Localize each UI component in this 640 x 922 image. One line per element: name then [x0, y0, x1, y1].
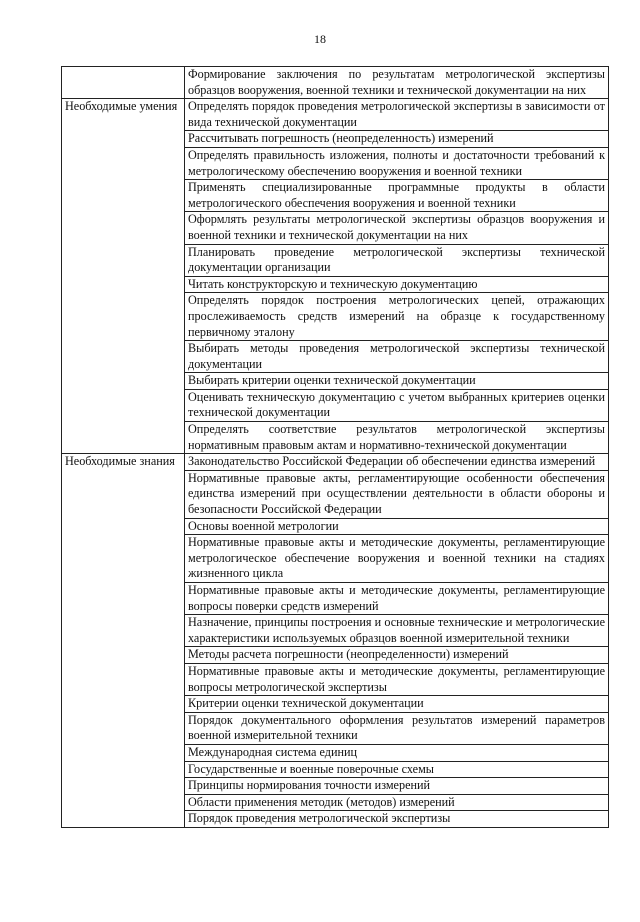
skills-label: Необходимые умения	[62, 99, 185, 454]
table-row	[62, 99, 609, 131]
requirement-cell: Выбирать критерии оценки технической документации	[185, 373, 609, 390]
requirement-cell: Государственные и военные поверочные схемы	[185, 761, 609, 778]
table-row	[62, 67, 609, 99]
requirement-cell: Назначение, принципы построения и основные технические и метрологические характеристики используемых образцов военной измерительной техники	[185, 615, 609, 647]
requirement-cell: Нормативные правовые акты, регламентирующие особенности обеспечения единства измерений при осуществлении деятельности в области обороны и безопасности Российской Федерации	[185, 470, 609, 518]
requirement-cell: Методы расчета погрешности (неопределенности) измерений	[185, 647, 609, 664]
requirement-cell: Определять правильность изложения, полноты и достаточности требований к метрологическому обеспечению вооружения и военной техники	[185, 147, 609, 179]
requirement-cell: Оформлять результаты метрологической экспертизы образцов вооружения и военной техники и технической документации на них	[185, 212, 609, 244]
requirement-cell: Международная система единиц	[185, 744, 609, 761]
requirement-cell: Определять порядок построения метрологических цепей, отражающих прослеживаемость средств измерений на образце к государственному первичному эталону	[185, 293, 609, 341]
requirement-cell: Формирование заключения по результатам метрологической экспертизы образцов вооружения, военной техники и технической документации на них	[185, 67, 609, 99]
requirement-cell: Порядок проведения метрологической экспертизы	[185, 811, 609, 828]
requirement-cell: Нормативные правовые акты и методические документы, регламентирующие вопросы метрологической экспертизы	[185, 663, 609, 695]
requirement-cell: Определять порядок проведения метрологической экспертизы в зависимости от вида технической документации	[185, 99, 609, 131]
requirement-cell: Планировать проведение метрологической экспертизы технической документации организации	[185, 244, 609, 276]
requirement-cell: Критерии оценки технической документации	[185, 696, 609, 713]
requirement-cell: Области применения методик (методов) измерений	[185, 794, 609, 811]
requirement-cell: Законодательство Российской Федерации об обеспечении единства измерений	[185, 454, 609, 471]
requirement-cell: Выбирать методы проведения метрологической экспертизы технической документации	[185, 341, 609, 373]
requirement-cell: Читать конструкторскую и техническую документацию	[185, 276, 609, 293]
requirement-cell: Нормативные правовые акты и методические документы, регламентирующие вопросы поверки средств измерений	[185, 583, 609, 615]
knowledge-label: Необходимые знания	[62, 454, 185, 828]
requirement-cell: Порядок документального оформления результатов измерений параметров военной измерительной техники	[185, 712, 609, 744]
page-number: 18	[314, 32, 326, 46]
requirement-cell: Рассчитывать погрешность (неопределенность) измерений	[185, 131, 609, 148]
table-row	[62, 454, 609, 471]
requirement-cell: Нормативные правовые акты и методические документы, регламентирующие метрологическое обеспечение вооружения и военной техники на стадиях жизненного цикла	[185, 535, 609, 583]
requirement-cell: Определять соответствие результатов метрологической экспертизы нормативным правовым актам и нормативно-технической документации	[185, 422, 609, 454]
requirement-cell: Оценивать техническую документацию с учетом выбранных критериев оценки технической документации	[185, 389, 609, 421]
requirement-cell: Принципы нормирования точности измерений	[185, 778, 609, 795]
requirement-cell: Основы военной метрологии	[185, 518, 609, 535]
empty-label-cell	[62, 67, 185, 99]
competency-table	[61, 66, 609, 828]
requirement-cell: Применять специализированные программные продукты в области метрологического обеспечения вооружения и военной техники	[185, 180, 609, 212]
